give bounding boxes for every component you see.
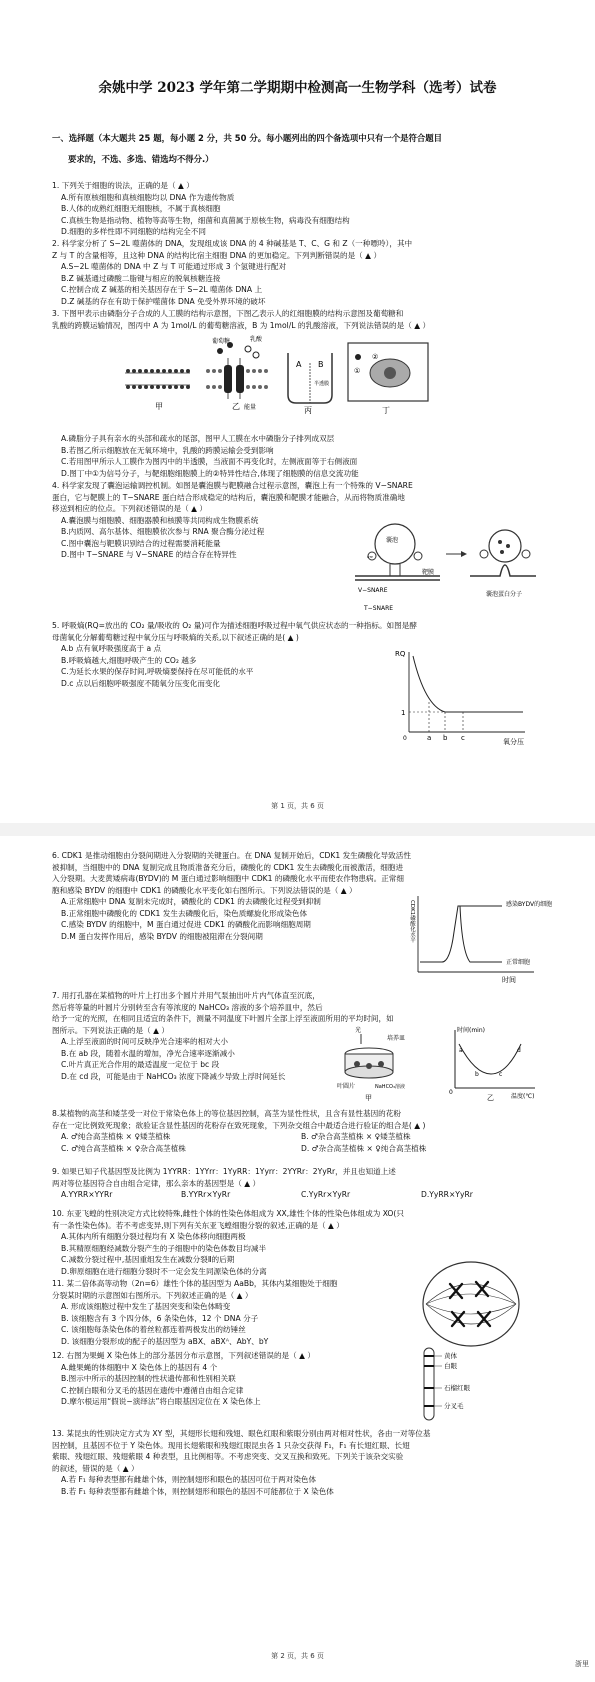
question-line-2: 被抑制，当细胞中的 DNA 复制完成且物质准备充分后，磷酸化的 CDK1 发生去磷酸化而被激活，细胞进	[52, 862, 404, 872]
point-a: a	[459, 1047, 463, 1054]
question-stem: 1. 下列关于细胞的说法，正确的是（ ▲ ）	[52, 181, 194, 190]
label-a: A	[296, 360, 302, 369]
svg-text:②: ②	[372, 353, 379, 361]
question-line-3: 入分裂期。大麦黄矮病毒(BYDV)的 M 蛋白通过影响细胞中 CDK1 的磷酸化水平而使农作物患病。正常细	[52, 874, 404, 883]
svg-text:①: ①	[354, 367, 361, 375]
normal-curve-label: 正常细胞	[506, 959, 531, 966]
option-b: B.图示中所示的基因控制的性状遗传都和性别相关联	[61, 1374, 236, 1383]
question-stem-1: 4. 科学家发现了囊泡运输调控机制。如图是囊泡膜与靶膜融合过程示意图，囊泡上有一个特殊的 V−SNARE	[52, 481, 413, 490]
option-c: C. 该细胞每条染色体的着丝粒都连着两极发出的纺锤丝	[61, 1325, 246, 1334]
option-d: D.Z 碱基的存在有助于保护噬菌体 DNA 免受外界环境的破坏	[61, 296, 266, 306]
section-line-2: 要求的，不选、多选、错选均不得分.）	[68, 154, 214, 164]
vesicle-fusion-figure	[350, 514, 540, 614]
section-line-1: 一、选择题（本大题共 25 题，每小题 2 分，共 50 分。每小题列出的四个备选项中只有一个是符合题目	[52, 133, 443, 143]
option-b: B.在 ab 段，随着水温的增加，净光合速率逐渐减小	[61, 1048, 235, 1058]
question-stem-1: 2. 科学家分析了 S−2L 噬菌体的 DNA，发现组成该 DNA 的 4 种碱基是 T、C、G 和 Z（一种嘌呤），其中	[52, 239, 413, 248]
option-b: B.其精原细胞经减数分裂产生的子细胞中的染色体数目均减半	[61, 1243, 267, 1253]
option-c: C.图中囊泡与靶膜识别结合的过程需要消耗能量	[61, 538, 221, 548]
option-d: D.在 cd 段，可能是由于 NaHCO₃ 浓度下降减少导致上浮时间延长	[61, 1071, 286, 1081]
question-2	[52, 238, 532, 307]
temp-axis-label: 温度(℃)	[511, 1093, 535, 1100]
question-stem-2: 有一条性染色体)。若不考虑变异,则下列有关东亚飞蝗细胞分裂的叙述,正确的是（ ▲ ）	[52, 1220, 344, 1230]
cell-signal-ding	[348, 343, 428, 415]
option-c: C.控制白眼和分叉毛的基因在遗传中遵循自由组合定律	[61, 1385, 244, 1395]
question-line-1: 13. 某昆虫的性别决定方式为 XY 型，其翅形长翅和残翅、眼色红眼和紫眼分别由两对相对性状，各由一对等位基	[52, 1429, 431, 1438]
exam-title: 余姚中学 2023 学年第二学期期中检测高一生物学科（选考）试卷	[98, 80, 497, 96]
label-vesicle: 囊泡	[386, 537, 399, 544]
section-header	[52, 128, 532, 170]
corner-watermark: 浙里	[575, 1660, 589, 1668]
label-jia: 甲	[365, 1094, 372, 1102]
option-a: A.YYRR×YYRr	[61, 1190, 113, 1199]
question-line-3: 给予一定的光照，在相同且适宜的条件下，测量不同温度下叶圆片全部上浮至液面所用的平均时间，如	[52, 1014, 394, 1023]
question-9	[52, 1166, 532, 1201]
question-stem-2: 分裂某时期的示意图如右图所示。下列叙述正确的是（ ▲ ）	[52, 1290, 253, 1300]
u-tube-bing	[288, 353, 332, 415]
option-d: D.c 点以后细胞呼吸强度不随氧分压变化而变化	[61, 678, 221, 688]
label-semipermeable: 半透膜	[314, 381, 330, 387]
label-yi: 乙	[487, 1094, 494, 1102]
option-a: A.b 点有氧呼吸强度高于 a 点	[61, 644, 162, 653]
option-b: B.人体的成熟红细胞无细胞核，不属于真核细胞	[61, 204, 221, 213]
x-axis-label: 氧分压	[503, 738, 524, 746]
question-stem-1: 9. 如果已知子代基因型及比例为 1YYRR：1YYrr：1YyRR：1Yyrr：2YYRr：2YyRr，并且也知道上述	[52, 1167, 396, 1176]
page-1	[0, 0, 595, 823]
label-jia: 甲	[155, 402, 163, 411]
cell-division-figure	[416, 1254, 526, 1354]
question-8	[52, 1108, 532, 1154]
question-stem-2: 母菌氧化分解葡萄糖过程中氧分压与呼吸熵的关系,以下叙述正确的是( ▲ )	[52, 632, 299, 642]
label-energy: 能量	[244, 404, 257, 411]
leaf-disc-figure	[335, 1024, 545, 1104]
question-line-2: 因控制，且基因不位于 Y 染色体。现用长翅紫眼和残翅红眼昆虫各 1 只杂交获得 F₁，F₁ 有长翅红眼、长翅	[52, 1440, 410, 1450]
question-stem-1: 8.某植物的高茎和矮茎受一对位于常染色体上的等位基因控制，高茎为显性性状，且含有显性基因的花粉	[52, 1109, 401, 1118]
option-c: C.真核生物是指动物、植物等高等生物，细菌和真菌属于原核生物，病毒没有细胞结构	[61, 215, 350, 225]
option-d: D.M 蛋白发挥作用后，感染 BYDV 的细胞被阻滞在分裂间期	[61, 931, 263, 941]
label-cargo-protein: 囊泡蛋白分子	[486, 591, 523, 598]
option-b: B. 该细胞含有 3 个四分体，6 条染色体，12 个 DNA 分子	[61, 1313, 259, 1323]
question-stem-3: 移送到相应的位点。下列叙述错误的是（ ▲ ）	[52, 504, 207, 513]
x-axis-label: 时间	[502, 976, 516, 984]
question-stem-2: 蛋白，它与靶膜上的 T−SNARE 蛋白结合形成稳定的结构后，囊泡膜和靶膜才能融合，从而将物质准确地	[52, 492, 405, 502]
option-a: A. ♂纯合高茎植株 × ♀矮茎植株	[61, 1132, 171, 1141]
gene-forked-bristle: 分叉毛	[444, 1402, 464, 1410]
solution-label: NaHCO₃溶液	[375, 1084, 405, 1090]
option-d: D. ♂杂合高茎植株 × ♀纯合高茎植株	[301, 1143, 427, 1153]
label-target-membrane: 靶膜	[422, 569, 435, 576]
gene-white-eye: 白眼	[444, 1362, 457, 1370]
question-stem-2: 乳酸的跨膜运输情况，图丙中 A 为 1mol/L 的葡萄糖溶液，B 为 1mol/L 的乳酸溶液，下列说法错误的是（ ▲ ）	[52, 320, 431, 330]
point-c-label: c	[461, 734, 465, 742]
option-d: D.图丁中①为信号分子，与靶细胞细胞膜上的②特异性结合,体现了细胞膜的信息交流功能	[61, 468, 359, 478]
gene-garnet-eye: 石榴红眼	[444, 1384, 470, 1392]
question-1	[52, 180, 532, 238]
question-line-4: 的叙述，错误的是（ ▲ ）	[52, 1463, 139, 1473]
label-v-snare: V−SNARE	[358, 587, 388, 594]
option-a: A. 形成该细胞过程中发生了基因突变和染色体畸变	[61, 1302, 231, 1311]
y-axis-label: CDK1磷酸化水平	[409, 900, 415, 943]
point-b-label: b	[443, 734, 448, 742]
question-line-1: 6. CDK1 是推动细胞由分裂间期进入分裂期的关键蛋白。在 DNA 复制开始后，CDK1 发生磷酸化导致活性	[52, 851, 411, 860]
option-a: A.其体内所有细胞分裂过程均有 X 染色体移向细胞两极	[61, 1232, 246, 1241]
membrane-figure	[120, 333, 440, 415]
page-2	[0, 836, 595, 1682]
cdk1-chart	[402, 892, 553, 984]
origin-label: 0	[403, 735, 407, 742]
option-d: D.图中 T−SNARE 与 V−SNARE 的结合存在特异性	[61, 550, 237, 559]
gene-yellow-body: 黄体	[444, 1352, 457, 1360]
light-label: 光	[355, 1027, 362, 1034]
svg-text:GTP: GTP	[367, 555, 373, 559]
option-d: D.细胞的多样性即不同细胞的结构完全不同	[61, 227, 206, 236]
option-c: C.为延长水果的保存时间,呼吸熵要保持在尽可能低的水平	[61, 667, 254, 676]
question-stem: 12. 右图为果蝇 X 染色体上的部分基因分布示意图，下列叙述错误的是（ ▲ ）	[52, 1351, 315, 1360]
option-d: D.卵原细胞在进行细胞分裂时不一定会发生同源染色体的分离	[61, 1266, 267, 1276]
rq-tick-1: 1	[401, 709, 406, 717]
question-stem-2: Z 与 T 的含量相等，且这种 DNA 的结构比宿主细胞 DNA 的更加稳定。下列判断错误的是（ ▲ ）	[52, 250, 382, 260]
option-c: C.YyRr×YyRr	[301, 1190, 351, 1199]
option-c: C.叶片真正光合作用的最适温度一定位于 bc 段	[61, 1060, 220, 1069]
label-ding: 丁	[382, 406, 390, 415]
option-a: A.磷脂分子具有亲水的头部和疏水的尾部，图甲人工膜在水中磷脂分子排列成双层	[61, 434, 335, 443]
question-13	[52, 1428, 532, 1497]
rbc-membrane-yi	[206, 335, 268, 411]
option-a: A.囊泡膜与细胞膜、细胞器膜和核膜等共同构成生物膜系统	[61, 515, 259, 525]
leaf-disc-label: 叶圆片	[337, 1083, 356, 1090]
question-stem-2: 两对等位基因符合自由组合定律，那么亲本的基因型是（ ▲ ）	[52, 1178, 261, 1188]
point-b: b	[475, 1071, 479, 1078]
label-b: B	[318, 360, 324, 369]
question-stem-1: 10. 东亚飞蝗的性别决定方式比较特殊,雌性个体的性染色体组成为 XX,雄性个体的性染色体组成为 XO(只	[52, 1209, 404, 1218]
question-3-options	[52, 433, 532, 479]
option-a: A.雌果蝇的体细胞中 X 染色体上的基因有 4 个	[61, 1362, 218, 1372]
page-footer: 第 2 页，共 6 页	[271, 1652, 324, 1660]
question-stem-1: 3. 下图甲表示由磷脂分子合成的人工膜的结构示意图，下图乙表示人的红细胞膜的结构示意图及葡萄糖和	[52, 309, 404, 318]
option-b: B.Z 碱基通过磷酸二脂键与相应的脱氧核糖连接	[61, 273, 221, 283]
dish-label: 培养皿	[387, 1035, 406, 1042]
rq-axis-label: RQ	[395, 650, 406, 658]
option-d: D.摩尔根运用“假说−演绎法”将白眼基因定位在 X 染色体上	[61, 1397, 261, 1406]
option-c: C.减数分裂过程中,基因重组发生在减数分裂Ⅱ的后期	[61, 1255, 235, 1264]
point-a-label: a	[427, 734, 432, 742]
option-a: A.上浮至液面的时间可反映净光合速率的相对大小	[61, 1037, 228, 1046]
label-bing: 丙	[304, 406, 312, 415]
page-gap	[0, 823, 595, 836]
option-c: C.若用图甲所示人工膜作为图丙中的半透膜，当液面不再变化时，左侧液面等于右侧液面	[61, 457, 358, 466]
option-b: B.正常细胞中磷酸化的 CDK1 发生去磷酸化后，染色质螺旋化形成染色体	[61, 908, 308, 918]
option-a: A.所有原核细胞和真核细胞均以 DNA 作为遗传物质	[61, 192, 235, 202]
option-b: B. ♂杂合高茎植株 × ♀矮茎植株	[301, 1132, 411, 1141]
question-line-3: 紫眼、残翅红眼、残翅紫眼 4 种表型，且比例相等。不考虑突变、交叉互换和致死。下列关于该杂交实验	[52, 1452, 404, 1461]
question-line-4: 胞和感染 BYDV 的细胞中 CDK1 的磷酸化水平变化如右图所示。下列说法错误的是（ ▲ ）	[52, 885, 357, 895]
label-yi: 乙	[232, 402, 240, 411]
option-a: A.若 F₁ 每种表型都有雌雄个体，则控制翅形和眼色的基因可位于两对染色体	[61, 1475, 317, 1484]
option-c: C.感染 BYDV 的细胞中，M 蛋白通过促进 CDK1 的磷酸化而影响细胞周期	[61, 920, 311, 929]
label-t-snare: T−SNARE	[364, 605, 394, 612]
question-stem-2: 存在一定比例致死现象；欲验证含显性基因的花粉存在致死现象，下列杂交组合中最适合进行验证的组合是( ▲ )	[52, 1120, 426, 1130]
point-c: c	[499, 1071, 503, 1078]
question-stem-1: 11. 某二倍体高等动物（2n=6）雄性个体的基因型为 AaBb，其体内某细胞处于细胞	[52, 1279, 338, 1288]
label-lactate: 乳酸	[250, 336, 263, 343]
artificial-membrane-jia	[125, 369, 190, 411]
origin-label: 0	[449, 1089, 453, 1096]
option-b: B.呼吸熵越大,细胞呼吸产生的 CO₂ 越多	[61, 655, 197, 665]
question-line-1: 7. 用打孔器在某植物的叶片上打出多个圆片并用气泵抽出叶片内气体直至沉底，	[52, 991, 320, 1000]
page-footer: 第 1 页，共 6 页	[271, 802, 324, 810]
question-line-2: 然后将等量的叶圆片分别转至含有等浓度的 NaHCO₃ 溶液的多个培养皿中，然后	[52, 1002, 323, 1012]
option-d: D.YyRR×YyRr	[421, 1190, 473, 1199]
option-b: B.若图乙所示细胞放在无氧环境中，乳酸的跨膜运输会受到影响	[61, 445, 274, 455]
label-glucose: 葡萄糖	[212, 338, 231, 345]
option-c: C.控制合成 Z 碱基的相关基因存在于 S−2L 噬菌体 DNA 上	[61, 285, 263, 294]
question-3	[52, 308, 532, 331]
option-a: A.S−2L 噬菌体的 DNA 中 Z 与 T 可能通过形成 3 个氢键进行配对	[61, 262, 287, 271]
question-stem-1: 5. 呼吸熵(RQ=放出的 CO₂ 量/吸收的 O₂ 量)可作为描述细胞呼吸过程中氧气供应状态的一种指标。如图是酵	[52, 621, 417, 630]
rq-chart	[395, 646, 535, 746]
option-a: A.正常细胞中 DNA 复制未完成时，磷酸化的 CDK1 的去磷酸化过程受到抑制	[61, 897, 321, 906]
option-b: B.内质网、高尔基体、细胞膜依次参与 RNA 聚合酶分泌过程	[61, 527, 265, 536]
option-b: B.若 F₁ 每种表型都有雌雄个体，则控制翅形和眼色的基因不可能都位于 X 染色体	[61, 1486, 334, 1496]
point-d: d	[517, 1047, 521, 1054]
time-axis-label: 时间(min)	[457, 1027, 485, 1034]
infected-curve-label: 感染BYDV的细胞	[506, 901, 553, 908]
x-chromosome-figure	[418, 1344, 488, 1424]
option-b: B.YYRr×YyRr	[181, 1190, 231, 1199]
option-c: C. ♂纯合高茎植株 × ♀杂合高茎植株	[61, 1143, 186, 1153]
option-d: D. 该细胞分裂形成的配子的基因型为 aBX、aBXᴬ、AbY、bY	[61, 1336, 269, 1346]
question-line-4: 图所示。下列说法正确的是（ ▲ ）	[52, 1025, 169, 1035]
